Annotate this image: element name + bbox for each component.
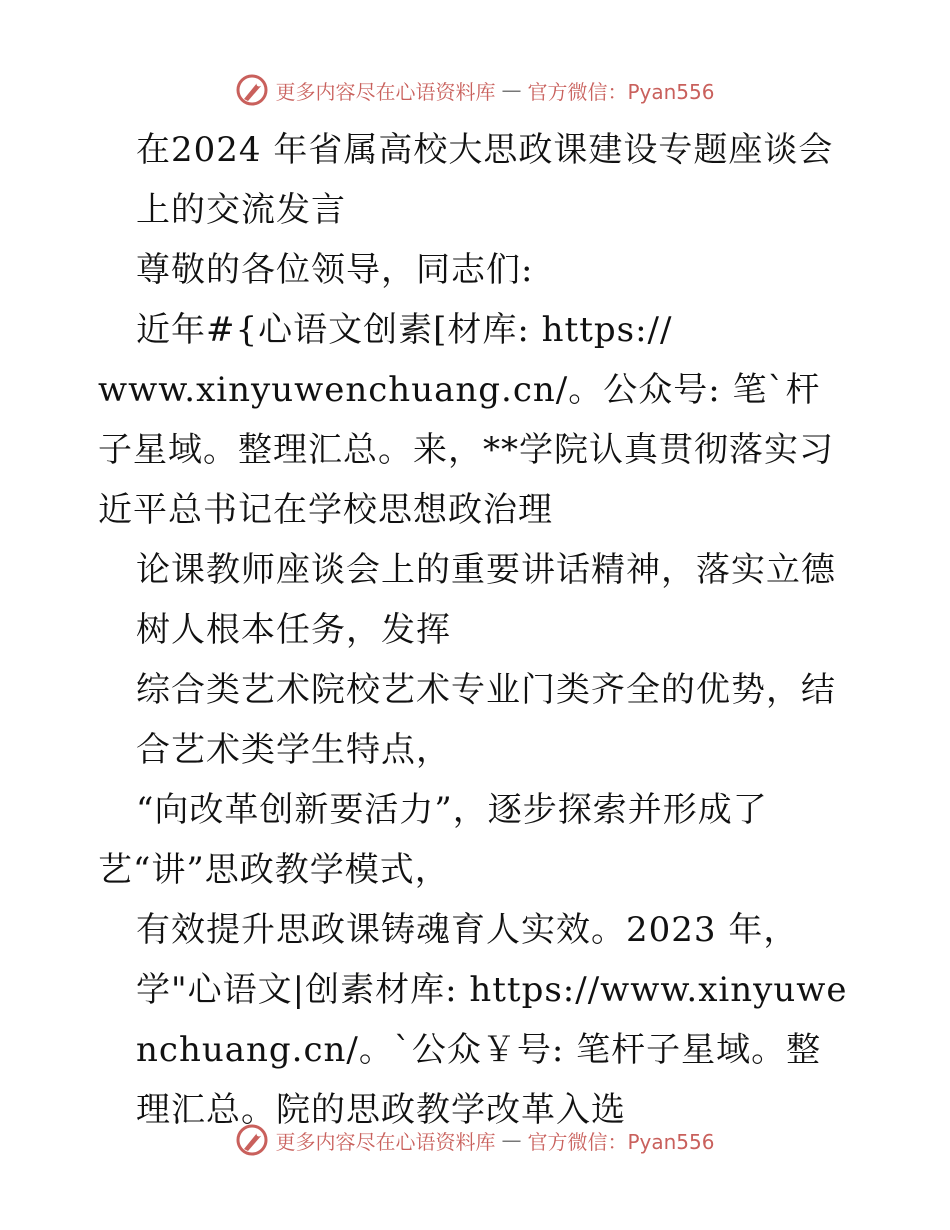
banner-separator: — [501, 1128, 522, 1152]
banner-contact-text: 官方微信：Pyan556 [527, 79, 715, 104]
banner-main-text: 更多内容尽在心语资料库 [275, 79, 496, 104]
banner-contact-text: 官方微信：Pyan556 [527, 1129, 715, 1154]
banner-main-text: 更多内容尽在心语资料库 [275, 1129, 496, 1154]
pen-circle-logo-icon [235, 1123, 269, 1157]
paragraph-3: 论课教师座谈会上的重要讲话精神，落实立德树人根本任务，发挥 [136, 550, 836, 650]
paragraph-6: 艺“讲”思政教学模式， [98, 850, 450, 890]
paragraph-2: www.xinyuwenchuang.cn/。公众号: 笔`杆子星域。整理汇总。来，**学院认真贯彻落实习近平总书记在学校思想政治理 [98, 370, 834, 530]
paragraph-5: “向改革创新要活力”，逐步探索并形成了 [136, 790, 768, 830]
document-title: 在2024 年省属高校大思政课建设专题座谈会上的交流发言 [136, 130, 834, 230]
header-watermark-banner [0, 70, 950, 110]
footer-watermark-banner [0, 1120, 950, 1160]
banner-separator: — [501, 78, 522, 102]
paragraph-1: 近年#{心语文创素[材库: https:// [136, 310, 673, 350]
document-greeting: 尊敬的各位领导，同志们: [136, 250, 534, 290]
pen-circle-logo-icon [235, 73, 269, 107]
paragraph-7: 有效提升思政课铸魂育人实效。2023 年，学"心语文|创素材库: https://www.xinyuwenchuang.cn/。`公众￥号: 笔杆子星域。整理汇总。院的思政教学改革入选 [136, 910, 848, 1130]
paragraph-4: 综合类艺术院校艺术专业门类齐全的优势，结合艺术类学生特点， [136, 670, 836, 770]
document-body [98, 120, 853, 1140]
